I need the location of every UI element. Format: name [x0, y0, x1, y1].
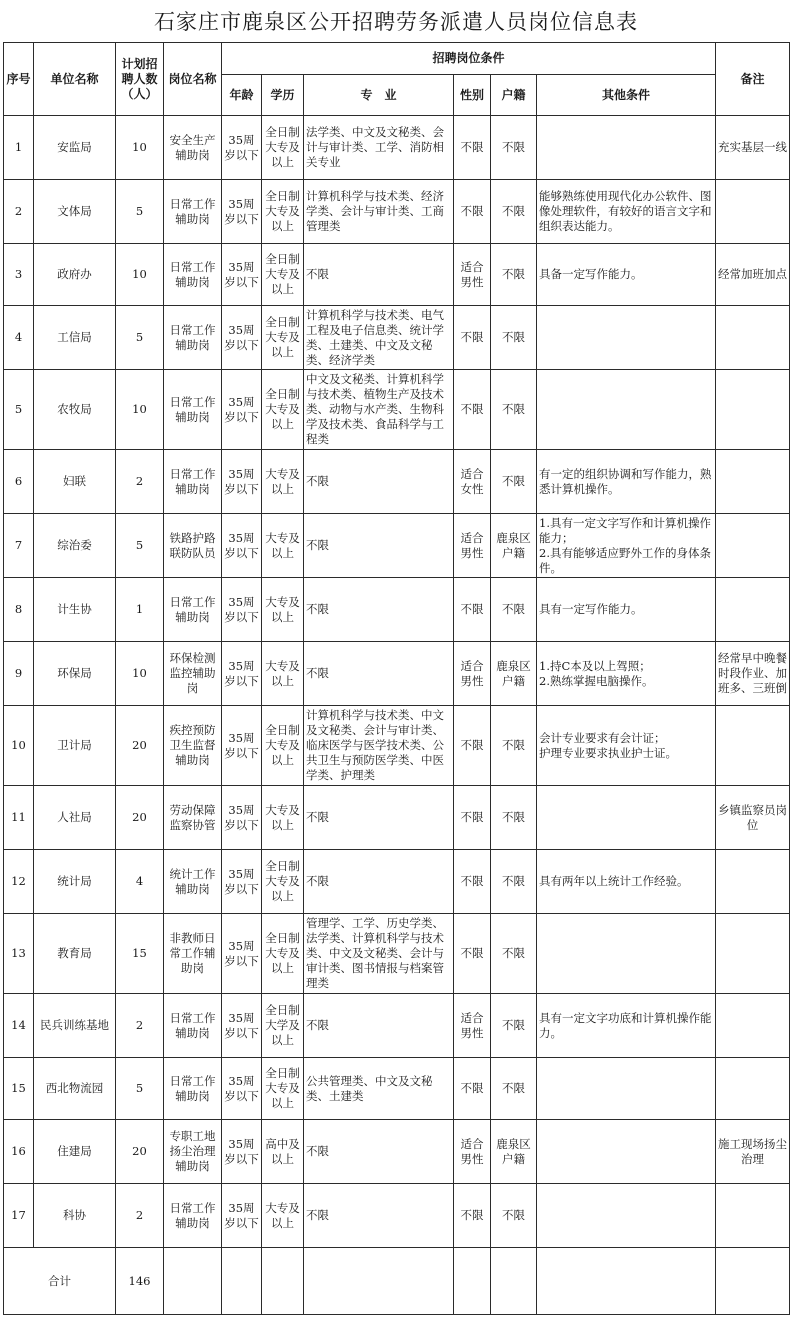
seq-cell: 17: [4, 1184, 34, 1248]
empty-cell: [491, 1248, 537, 1315]
header-other: 其他条件: [537, 75, 716, 116]
age-cell: 35周岁以下: [222, 370, 262, 450]
other-cell: [537, 370, 716, 450]
edu-cell: 全日制大专及以上: [262, 116, 304, 180]
huji-cell: 不限: [491, 116, 537, 180]
unit-cell: 农牧局: [34, 370, 116, 450]
post-cell: 统计工作辅助岗: [164, 850, 222, 914]
header-huji: 户籍: [491, 75, 537, 116]
age-cell: 35周岁以下: [222, 1184, 262, 1248]
huji-cell: 不限: [491, 578, 537, 642]
gender-cell: 不限: [454, 180, 491, 244]
plan-cell: 1: [116, 578, 164, 642]
total-value: 146: [116, 1248, 164, 1315]
age-cell: 35周岁以下: [222, 116, 262, 180]
remark-cell: [716, 578, 790, 642]
empty-cell: [222, 1248, 262, 1315]
remark-cell: 经常早中晚餐时段作业、加班多、三班倒: [716, 642, 790, 706]
total-row: [4, 1248, 790, 1315]
seq-cell: 8: [4, 578, 34, 642]
empty-cell: [716, 1248, 790, 1315]
plan-cell: 5: [116, 306, 164, 370]
huji-cell: 不限: [491, 994, 537, 1058]
table-row: [4, 994, 790, 1058]
age-cell: 35周岁以下: [222, 244, 262, 306]
seq-cell: 10: [4, 706, 34, 786]
huji-cell: 不限: [491, 450, 537, 514]
seq-cell: 1: [4, 116, 34, 180]
table-row: [4, 116, 790, 180]
plan-cell: 20: [116, 706, 164, 786]
major-cell: 不限: [304, 578, 454, 642]
plan-cell: 10: [116, 116, 164, 180]
major-cell: 不限: [304, 1120, 454, 1184]
huji-cell: 鹿泉区户籍: [491, 1120, 537, 1184]
major-cell: 不限: [304, 450, 454, 514]
edu-cell: 全日制大专及以上: [262, 180, 304, 244]
other-cell: [537, 1058, 716, 1120]
seq-cell: 5: [4, 370, 34, 450]
age-cell: 35周岁以下: [222, 850, 262, 914]
seq-cell: 7: [4, 514, 34, 578]
remark-cell: [716, 370, 790, 450]
other-cell: 具有一定文字功底和计算机操作能力。: [537, 994, 716, 1058]
plan-cell: 15: [116, 914, 164, 994]
other-cell: 具备一定写作能力。: [537, 244, 716, 306]
table-row: [4, 1184, 790, 1248]
gender-cell: 不限: [454, 578, 491, 642]
age-cell: 35周岁以下: [222, 306, 262, 370]
huji-cell: 不限: [491, 244, 537, 306]
gender-cell: 适合男性: [454, 244, 491, 306]
remark-cell: [716, 450, 790, 514]
seq-cell: 11: [4, 786, 34, 850]
edu-cell: 大专及以上: [262, 642, 304, 706]
remark-cell: [716, 180, 790, 244]
huji-cell: 不限: [491, 370, 537, 450]
post-cell: 日常工作辅助岗: [164, 578, 222, 642]
table-row: [4, 244, 790, 306]
remark-cell: [716, 706, 790, 786]
edu-cell: 全日制大专及以上: [262, 914, 304, 994]
page-title: 石家庄市鹿泉区公开招聘劳务派遣人员岗位信息表: [154, 10, 638, 34]
major-cell: 计算机科学与技术类、中文及文秘类、会计与审计类、临床医学与医学技术类、公共卫生与预防医学类、中医学类、护理类: [304, 706, 454, 786]
empty-cell: [164, 1248, 222, 1315]
empty-cell: [454, 1248, 491, 1315]
other-cell: 能够熟练使用现代化办公软件、图像处理软件，有较好的语言文字和组织表达能力。: [537, 180, 716, 244]
huji-cell: 不限: [491, 706, 537, 786]
unit-cell: 安监局: [34, 116, 116, 180]
edu-cell: 全日制大专及以上: [262, 244, 304, 306]
header-seq: 序号: [4, 43, 34, 116]
plan-cell: 2: [116, 994, 164, 1058]
plan-cell: 5: [116, 1058, 164, 1120]
table-row: [4, 914, 790, 994]
unit-cell: 民兵训练基地: [34, 994, 116, 1058]
header-edu: 学历: [262, 75, 304, 116]
remark-cell: [716, 306, 790, 370]
header-post: 岗位名称: [164, 43, 222, 116]
post-cell: 环保检测监控辅助岗: [164, 642, 222, 706]
gender-cell: 不限: [454, 370, 491, 450]
unit-cell: 综治委: [34, 514, 116, 578]
plan-cell: 5: [116, 514, 164, 578]
post-cell: 非教师日常工作辅助岗: [164, 914, 222, 994]
age-cell: 35周岁以下: [222, 180, 262, 244]
huji-cell: 不限: [491, 180, 537, 244]
post-cell: 日常工作辅助岗: [164, 180, 222, 244]
table-row: [4, 1058, 790, 1120]
other-cell: [537, 1184, 716, 1248]
huji-cell: 不限: [491, 786, 537, 850]
seq-cell: 13: [4, 914, 34, 994]
other-cell: 1.持C本及以上驾照； 2.熟练掌握电脑操作。: [537, 642, 716, 706]
unit-cell: 科协: [34, 1184, 116, 1248]
gender-cell: 不限: [454, 116, 491, 180]
major-cell: 计算机科学与技术类、电气工程及电子信息类、统计学类、土建类、中文及文秘类、经济学类: [304, 306, 454, 370]
recruitment-table: [3, 42, 790, 1315]
remark-cell: 经常加班加点: [716, 244, 790, 306]
post-cell: 日常工作辅助岗: [164, 244, 222, 306]
unit-cell: 妇联: [34, 450, 116, 514]
age-cell: 35周岁以下: [222, 514, 262, 578]
table-row: [4, 850, 790, 914]
header-conditions: 招聘岗位条件: [222, 43, 716, 75]
seq-cell: 4: [4, 306, 34, 370]
age-cell: 35周岁以下: [222, 706, 262, 786]
gender-cell: 适合男性: [454, 994, 491, 1058]
age-cell: 35周岁以下: [222, 786, 262, 850]
edu-cell: 全日制大专及以上: [262, 306, 304, 370]
other-cell: 具有一定写作能力。: [537, 578, 716, 642]
remark-cell: 乡镇监察员岗位: [716, 786, 790, 850]
age-cell: 35周岁以下: [222, 1058, 262, 1120]
post-cell: 劳动保障监察协管: [164, 786, 222, 850]
edu-cell: 大专及以上: [262, 1184, 304, 1248]
seq-cell: 16: [4, 1120, 34, 1184]
table-row: [4, 578, 790, 642]
major-cell: 不限: [304, 642, 454, 706]
unit-cell: 环保局: [34, 642, 116, 706]
other-cell: 具有两年以上统计工作经验。: [537, 850, 716, 914]
table-row: [4, 642, 790, 706]
age-cell: 35周岁以下: [222, 914, 262, 994]
gender-cell: 适合男性: [454, 1120, 491, 1184]
table-row: [4, 514, 790, 578]
seq-cell: 14: [4, 994, 34, 1058]
seq-cell: 15: [4, 1058, 34, 1120]
unit-cell: 工信局: [34, 306, 116, 370]
remark-cell: 充实基层一线: [716, 116, 790, 180]
header-remark: 备注: [716, 43, 790, 116]
seq-cell: 9: [4, 642, 34, 706]
empty-cell: [304, 1248, 454, 1315]
gender-cell: 不限: [454, 1184, 491, 1248]
unit-cell: 文体局: [34, 180, 116, 244]
age-cell: 35周岁以下: [222, 450, 262, 514]
major-cell: 不限: [304, 994, 454, 1058]
total-label: 合计: [4, 1248, 116, 1315]
post-cell: 疾控预防卫生监督辅助岗: [164, 706, 222, 786]
other-cell: [537, 1120, 716, 1184]
table-row: [4, 706, 790, 786]
major-cell: 管理学、工学、历史学类、法学类、计算机科学与技术类、中文及文秘类、会计与审计类、图书情报与档案管理类: [304, 914, 454, 994]
unit-cell: 人社局: [34, 786, 116, 850]
gender-cell: 适合男性: [454, 514, 491, 578]
plan-cell: 10: [116, 642, 164, 706]
plan-cell: 4: [116, 850, 164, 914]
remark-cell: [716, 514, 790, 578]
huji-cell: 鹿泉区户籍: [491, 642, 537, 706]
edu-cell: 全日制大学及以上: [262, 994, 304, 1058]
major-cell: 公共管理类、中文及文秘类、土建类: [304, 1058, 454, 1120]
major-cell: 不限: [304, 244, 454, 306]
empty-cell: [262, 1248, 304, 1315]
remark-cell: [716, 914, 790, 994]
other-cell: 会计专业要求有会计证； 护理专业要求执业护士证。: [537, 706, 716, 786]
table-row: [4, 306, 790, 370]
gender-cell: 不限: [454, 850, 491, 914]
other-cell: 有一定的组织协调和写作能力，熟悉计算机操作。: [537, 450, 716, 514]
post-cell: 日常工作辅助岗: [164, 450, 222, 514]
remark-cell: [716, 994, 790, 1058]
huji-cell: 不限: [491, 1184, 537, 1248]
plan-cell: 20: [116, 1120, 164, 1184]
seq-cell: 3: [4, 244, 34, 306]
table-body: [4, 116, 790, 1248]
huji-cell: 不限: [491, 850, 537, 914]
age-cell: 35周岁以下: [222, 994, 262, 1058]
edu-cell: 大专及以上: [262, 514, 304, 578]
major-cell: 不限: [304, 1184, 454, 1248]
other-cell: [537, 116, 716, 180]
age-cell: 35周岁以下: [222, 578, 262, 642]
remark-cell: [716, 1058, 790, 1120]
empty-cell: [537, 1248, 716, 1315]
plan-cell: 5: [116, 180, 164, 244]
seq-cell: 2: [4, 180, 34, 244]
unit-cell: 政府办: [34, 244, 116, 306]
remark-cell: 施工现场扬尘治理: [716, 1120, 790, 1184]
header-plan: 计划招聘人数（人）: [116, 43, 164, 116]
major-cell: 中文及文秘类、计算机科学与技术类、植物生产及技术类、动物与水产类、生物科学及技术类、食品科学与工程类: [304, 370, 454, 450]
other-cell: [537, 786, 716, 850]
major-cell: 计算机科学与技术类、经济学类、会计与审计类、工商管理类: [304, 180, 454, 244]
gender-cell: 适合男性: [454, 642, 491, 706]
other-cell: 1.具有一定文字写作和计算机操作能力； 2.具有能够适应野外工作的身体条件。: [537, 514, 716, 578]
post-cell: 专职工地扬尘治理辅助岗: [164, 1120, 222, 1184]
gender-cell: 不限: [454, 706, 491, 786]
remark-cell: [716, 850, 790, 914]
gender-cell: 不限: [454, 914, 491, 994]
gender-cell: 不限: [454, 306, 491, 370]
post-cell: 日常工作辅助岗: [164, 1184, 222, 1248]
huji-cell: 鹿泉区户籍: [491, 514, 537, 578]
major-cell: 不限: [304, 850, 454, 914]
unit-cell: 统计局: [34, 850, 116, 914]
table-row: [4, 786, 790, 850]
unit-cell: 住建局: [34, 1120, 116, 1184]
edu-cell: 高中及以上: [262, 1120, 304, 1184]
plan-cell: 2: [116, 1184, 164, 1248]
edu-cell: 全日制大专及以上: [262, 370, 304, 450]
gender-cell: 适合女性: [454, 450, 491, 514]
huji-cell: 不限: [491, 914, 537, 994]
edu-cell: 全日制大专及以上: [262, 850, 304, 914]
major-cell: 不限: [304, 514, 454, 578]
age-cell: 35周岁以下: [222, 1120, 262, 1184]
gender-cell: 不限: [454, 1058, 491, 1120]
unit-cell: 西北物流园: [34, 1058, 116, 1120]
remark-cell: [716, 1184, 790, 1248]
table-row: [4, 370, 790, 450]
post-cell: 铁路护路联防队员: [164, 514, 222, 578]
edu-cell: 大专及以上: [262, 450, 304, 514]
plan-cell: 2: [116, 450, 164, 514]
header-age: 年龄: [222, 75, 262, 116]
post-cell: 日常工作辅助岗: [164, 1058, 222, 1120]
header-unit: 单位名称: [34, 43, 116, 116]
post-cell: 日常工作辅助岗: [164, 370, 222, 450]
major-cell: 法学类、中文及文秘类、会计与审计类、工学、消防相关专业: [304, 116, 454, 180]
huji-cell: 不限: [491, 306, 537, 370]
gender-cell: 不限: [454, 786, 491, 850]
plan-cell: 10: [116, 244, 164, 306]
post-cell: 安全生产辅助岗: [164, 116, 222, 180]
plan-cell: 20: [116, 786, 164, 850]
other-cell: [537, 914, 716, 994]
edu-cell: 全日制大专及以上: [262, 1058, 304, 1120]
edu-cell: 全日制大专及以上: [262, 706, 304, 786]
other-cell: [537, 306, 716, 370]
header-gender: 性别: [454, 75, 491, 116]
edu-cell: 大专及以上: [262, 578, 304, 642]
table-row: [4, 450, 790, 514]
unit-cell: 卫计局: [34, 706, 116, 786]
post-cell: 日常工作辅助岗: [164, 994, 222, 1058]
header-major: 专 业: [304, 75, 454, 116]
table-row: [4, 1120, 790, 1184]
huji-cell: 不限: [491, 1058, 537, 1120]
edu-cell: 大专及以上: [262, 786, 304, 850]
unit-cell: 教育局: [34, 914, 116, 994]
post-cell: 日常工作辅助岗: [164, 306, 222, 370]
plan-cell: 10: [116, 370, 164, 450]
table-row: [4, 180, 790, 244]
age-cell: 35周岁以下: [222, 642, 262, 706]
seq-cell: 6: [4, 450, 34, 514]
seq-cell: 12: [4, 850, 34, 914]
unit-cell: 计生协: [34, 578, 116, 642]
major-cell: 不限: [304, 786, 454, 850]
